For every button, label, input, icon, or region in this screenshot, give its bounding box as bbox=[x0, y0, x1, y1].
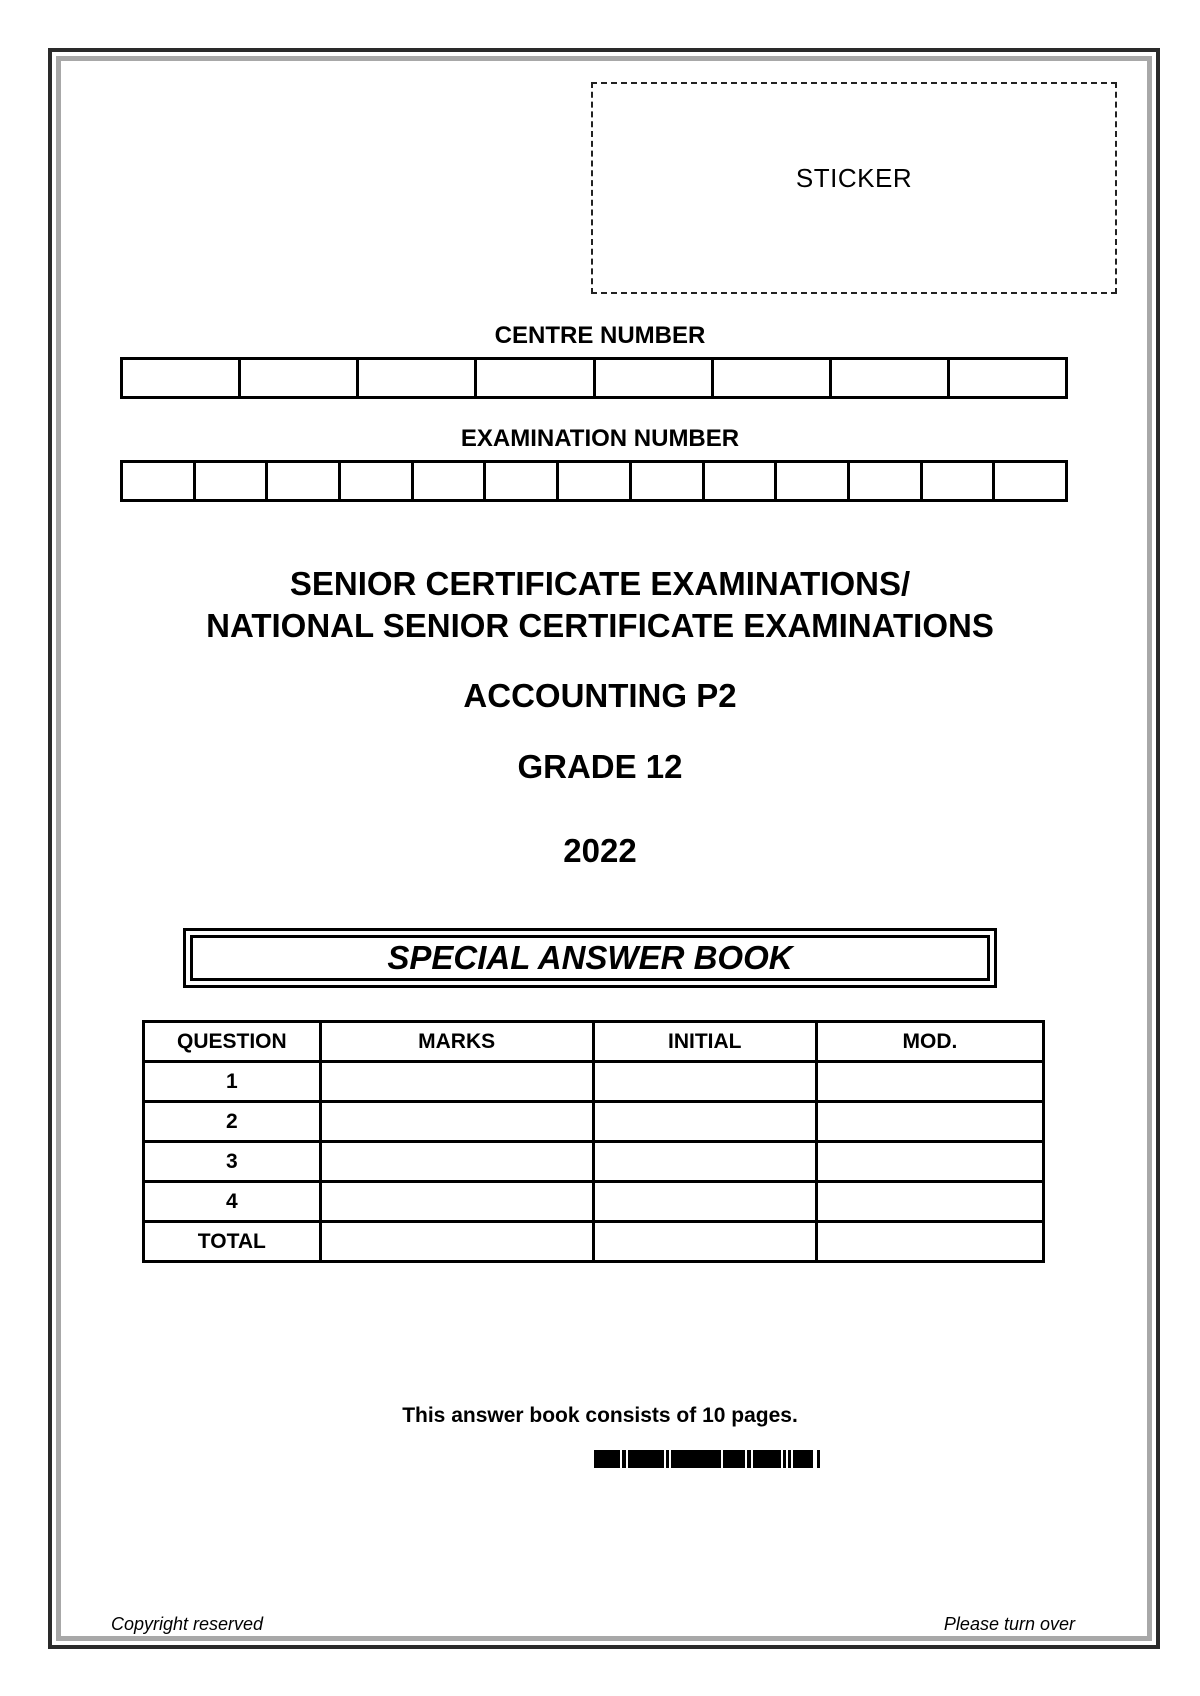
centre-number-box[interactable] bbox=[359, 360, 477, 396]
table-row bbox=[144, 1182, 1044, 1222]
column-header-initial: INITIAL bbox=[593, 1022, 816, 1062]
examination-number-box[interactable] bbox=[268, 463, 341, 499]
marks-table-header-row bbox=[144, 1022, 1044, 1062]
question-number-cell: 4 bbox=[144, 1182, 321, 1222]
examination-number-box[interactable] bbox=[995, 463, 1065, 499]
centre-number-box[interactable] bbox=[832, 360, 950, 396]
centre-number-box[interactable] bbox=[123, 360, 241, 396]
centre-number-box[interactable] bbox=[596, 360, 714, 396]
sticker-label: STICKER bbox=[795, 162, 913, 193]
footer-copyright: Copyright reserved bbox=[111, 1614, 264, 1634]
initial-cell[interactable] bbox=[593, 1142, 816, 1182]
table-row bbox=[144, 1102, 1044, 1142]
examination-number-box[interactable] bbox=[923, 463, 996, 499]
examination-number-box[interactable] bbox=[850, 463, 923, 499]
examination-number-box[interactable] bbox=[705, 463, 778, 499]
centre-number-box[interactable] bbox=[950, 360, 1065, 396]
examination-number-box[interactable] bbox=[341, 463, 414, 499]
total-label-cell: TOTAL bbox=[144, 1222, 321, 1262]
centre-number-boxes[interactable] bbox=[120, 357, 1068, 399]
barcode-icon bbox=[594, 1450, 826, 1468]
centre-number-box[interactable] bbox=[241, 360, 359, 396]
sticker-area bbox=[591, 82, 1117, 294]
marks-cell[interactable] bbox=[320, 1062, 593, 1102]
mod-cell[interactable] bbox=[816, 1062, 1043, 1102]
marks-cell[interactable] bbox=[320, 1222, 593, 1262]
question-number-cell: 2 bbox=[144, 1102, 321, 1142]
mod-cell[interactable] bbox=[816, 1142, 1043, 1182]
special-answer-book-banner bbox=[183, 928, 997, 988]
year-title: 2022 bbox=[563, 832, 637, 869]
table-row-total bbox=[144, 1222, 1044, 1262]
table-row bbox=[144, 1142, 1044, 1182]
initial-cell[interactable] bbox=[593, 1102, 816, 1142]
question-number-cell: 1 bbox=[144, 1062, 321, 1102]
centre-number-box[interactable] bbox=[714, 360, 832, 396]
mod-cell[interactable] bbox=[816, 1182, 1043, 1222]
examination-number-box[interactable] bbox=[123, 463, 196, 499]
mod-cell[interactable] bbox=[816, 1222, 1043, 1262]
examination-number-box[interactable] bbox=[632, 463, 705, 499]
mod-cell[interactable] bbox=[816, 1102, 1043, 1142]
examination-number-box[interactable] bbox=[196, 463, 269, 499]
column-header-marks: MARKS bbox=[320, 1022, 593, 1062]
marks-cell[interactable] bbox=[320, 1142, 593, 1182]
marks-cell[interactable] bbox=[320, 1182, 593, 1222]
column-header-mod: MOD. bbox=[816, 1022, 1043, 1062]
special-answer-book-label: SPECIAL ANSWER BOOK bbox=[190, 935, 990, 981]
examination-number-box[interactable] bbox=[486, 463, 559, 499]
question-number-cell: 3 bbox=[144, 1142, 321, 1182]
marks-cell[interactable] bbox=[320, 1102, 593, 1142]
examination-number-box[interactable] bbox=[777, 463, 850, 499]
footer-turn-over: Please turn over bbox=[943, 1614, 1075, 1634]
initial-cell[interactable] bbox=[593, 1182, 816, 1222]
examination-number-label: EXAMINATION NUMBER bbox=[460, 425, 740, 452]
examination-number-boxes[interactable] bbox=[120, 460, 1068, 502]
page-count-note: This answer book consists of 10 pages. bbox=[402, 1404, 798, 1427]
initial-cell[interactable] bbox=[593, 1062, 816, 1102]
centre-number-label: CENTRE NUMBER bbox=[494, 322, 706, 349]
column-header-question: QUESTION bbox=[144, 1022, 321, 1062]
exam-title-line1: SENIOR CERTIFICATE EXAMINATIONS/ bbox=[289, 565, 911, 602]
marks-table bbox=[142, 1020, 1045, 1263]
exam-title-line2: NATIONAL SENIOR CERTIFICATE EXAMINATIONS bbox=[206, 607, 994, 644]
grade-title: GRADE 12 bbox=[517, 748, 683, 785]
table-row bbox=[144, 1062, 1044, 1102]
examination-number-box[interactable] bbox=[414, 463, 487, 499]
subject-title: ACCOUNTING P2 bbox=[463, 677, 737, 714]
initial-cell[interactable] bbox=[593, 1222, 816, 1262]
centre-number-box[interactable] bbox=[477, 360, 595, 396]
examination-number-box[interactable] bbox=[559, 463, 632, 499]
